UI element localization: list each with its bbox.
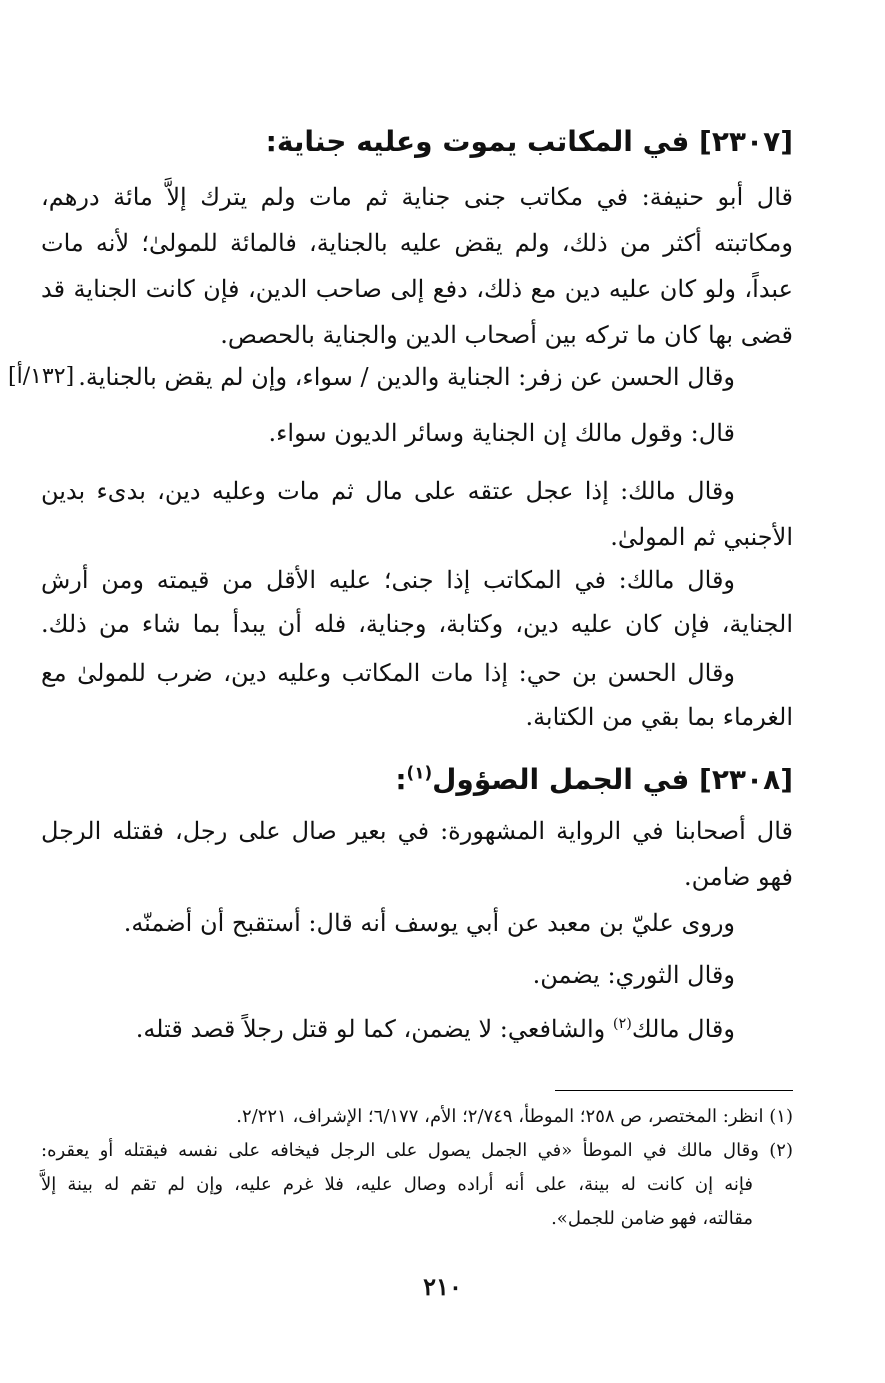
text-line: ومكاتبته أكثر من ذلك، ولم يقض عليه بالجناية، فالمائة للمولىٰ؛ لأنه مات <box>41 229 793 257</box>
text-line: الغرماء بما بقي من الكتابة. <box>525 703 793 731</box>
text-line <box>41 1012 793 1046</box>
text-line: الجناية، فإن كان عليه دين، وكتابة، وجناية، فله أن يبدأ بما شاء من ذلك. <box>41 610 793 638</box>
text-line: قال: وقول مالك إن الجناية وسائر الديون سواء. <box>268 419 735 447</box>
text-segment: والشافعي: لا يضمن، كما لو قتل رجلاً قصد قتله. <box>135 1015 613 1043</box>
text-line: عبداً، ولو كان عليه دين مع ذلك، دفع إلى صاحب الدين، فإن كانت الجناية قد <box>41 275 793 303</box>
footnote-ref: (١) <box>406 762 433 783</box>
text-line: وقال مالك: في المكاتب إذا جنى؛ عليه الأقل من قيمته ومن أرش <box>41 566 736 594</box>
footnote-separator <box>555 1090 793 1091</box>
text-line: وقال مالك: إذا عجل عتقه على مال ثم مات وعليه دين، بدىء بدين <box>41 477 735 505</box>
text-segment: وقال مالك <box>631 1015 735 1043</box>
text-line: وقال الثوري: يضمن. <box>532 961 735 989</box>
text-line: وقال الحسن بن حي: إذا مات المكاتب وعليه دين، ضرب للمولىٰ مع <box>41 659 735 687</box>
footnote-ref: (٢) <box>612 1016 632 1032</box>
footnote-2-cont: فإنه إن كانت له بينة، على أنه أراده وصال عليه، فلا غرم عليه، وإن لم تقم له بينة إلاَّ <box>41 1174 753 1195</box>
footnote-2: (٢) وقال مالك في الموطأ «في الجمل يصول على الرجل فيخافه على نفسه فيقتله أو يعقره: <box>41 1140 793 1161</box>
heading-text: [٢٣٠٨] في الجمل الصؤول <box>432 763 793 796</box>
footnote-2-cont: مقالته، فهو ضامن للجمل». <box>551 1208 753 1229</box>
text-line: قال أصحابنا في الرواية المشهورة: في بعير صال على رجل، فقتله الرجل <box>41 817 793 845</box>
heading-colon: : <box>395 763 407 796</box>
text-line: فهو ضامن. <box>683 863 793 891</box>
text-line: وقال الحسن عن زفر: الجناية والدين / سواء، وإن لم يقض بالجناية. <box>78 363 735 391</box>
margin-folio-note: [١٣٢/أ] <box>8 364 75 389</box>
section-heading-2308 <box>395 760 793 800</box>
section-heading-2307: [٢٣٠٧] في المكاتب يموت وعليه جناية: <box>265 125 793 158</box>
text-line: وروى عليّ بن معبد عن أبي يوسف أنه قال: أستقبح أن أضمنّه. <box>123 909 735 937</box>
text-line: الأجنبي ثم المولىٰ. <box>610 523 793 551</box>
page-number: ٢١٠ <box>423 1272 462 1301</box>
text-line: قال أبو حنيفة: في مكاتب جنى جناية ثم مات ولم يترك إلاَّ مائة درهم، <box>41 183 793 211</box>
footnote-1: (١) انظر: المختصر، ص ٢٥٨؛ الموطأ، ٢/٧٤٩؛ الأم، ٦/١٧٧؛ الإشراف، ٢/٢٢١. <box>236 1106 793 1127</box>
text-line: قضى بها كان ما تركه بين أصحاب الدين والجناية بالحصص. <box>220 321 793 349</box>
